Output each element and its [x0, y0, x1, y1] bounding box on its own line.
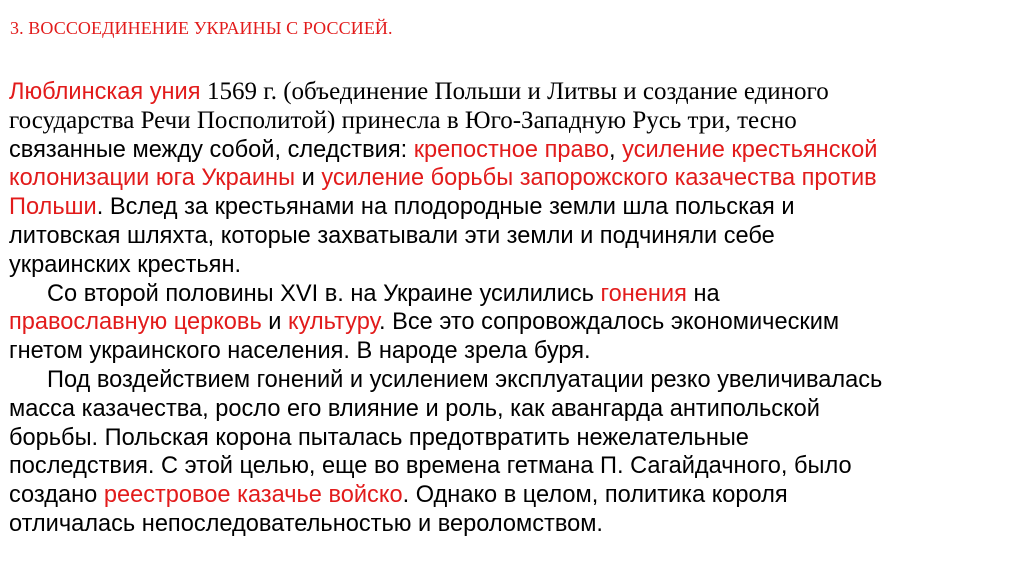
- highlighted-term: реестровое казачье войско: [103, 482, 403, 509]
- text-line: [9, 510, 1021, 539]
- highlighted-term: Польши: [9, 194, 97, 221]
- text-line: [9, 136, 1021, 165]
- highlighted-term: культуру: [288, 309, 380, 336]
- highlighted-term: усиление крестьянской: [622, 136, 878, 163]
- text-segment: и: [295, 165, 322, 192]
- highlighted-term: православную церковь: [9, 309, 262, 336]
- text-line: [9, 78, 1021, 107]
- text-segment: последствия. С этой целью, еще во времена гетмана П. Сагайдачного, было: [9, 453, 852, 480]
- highlighted-term: колонизации юга Украины: [9, 165, 296, 192]
- text-line: [9, 395, 1021, 424]
- text-line: [9, 193, 1021, 222]
- text-segment: литовская шляхта, которые захватывали эти земли и подчиняли себе: [9, 222, 775, 249]
- text-segment: украинских крестьян.: [9, 251, 242, 278]
- text-line: [9, 308, 1021, 337]
- slide-heading: 3. ВОССОЕДИНЕНИЕ УКРАИНЫ С РОССИЕЙ.: [10, 18, 393, 38]
- text-segment: на: [686, 280, 720, 307]
- text-segment: масса казачества, росло его влияние и роль, как авангарда антипольской: [9, 395, 820, 422]
- text-segment: . Все это сопровождалось экономическим: [379, 309, 840, 336]
- highlighted-term: гонения: [600, 280, 687, 307]
- highlighted-term: Люблинская уния: [9, 79, 208, 105]
- text-segment: . Однако в целом, политика короля: [402, 482, 788, 509]
- highlighted-term: крепостное право: [413, 136, 610, 163]
- text-segment: гнетом украинского населения. В народе зрела буря.: [9, 338, 591, 365]
- text-segment: борьбы. Польская корона пыталась предотвратить нежелательные: [9, 424, 749, 451]
- text-segment: 1569 г. (объединение Польши и Литвы и создание единого: [207, 78, 829, 105]
- text-segment: Со второй половины XVI в. на Украине усилились: [47, 280, 601, 307]
- text-line: [9, 481, 1021, 510]
- text-segment: создано: [9, 482, 104, 509]
- text-line: [9, 251, 1021, 280]
- body-text: [9, 78, 1021, 539]
- text-line: [9, 222, 1021, 251]
- text-segment: . Вслед за крестьянами на плодородные земли шла польская и: [96, 194, 795, 221]
- text-segment: отличалась непоследовательностью и вероломством.: [9, 510, 603, 537]
- highlighted-term: усиление борьбы запорожского казачества против: [321, 165, 877, 192]
- text-line: [9, 280, 1021, 309]
- text-segment: связанные между собой, следствия:: [9, 136, 414, 163]
- text-segment: Под воздействием гонений и усилением эксплуатации резко увеличивалась: [47, 366, 883, 393]
- text-segment: государства Речи Посполитой) принесла в Юго-Западную Русь три, тесно: [9, 106, 797, 134]
- text-line: [9, 107, 1021, 136]
- text-line: [9, 366, 1021, 395]
- text-segment: ,: [609, 136, 623, 163]
- text-line: [9, 452, 1021, 481]
- text-line: [9, 424, 1021, 453]
- text-line: [9, 164, 1021, 193]
- text-segment: и: [261, 309, 289, 336]
- text-line: [9, 337, 1021, 366]
